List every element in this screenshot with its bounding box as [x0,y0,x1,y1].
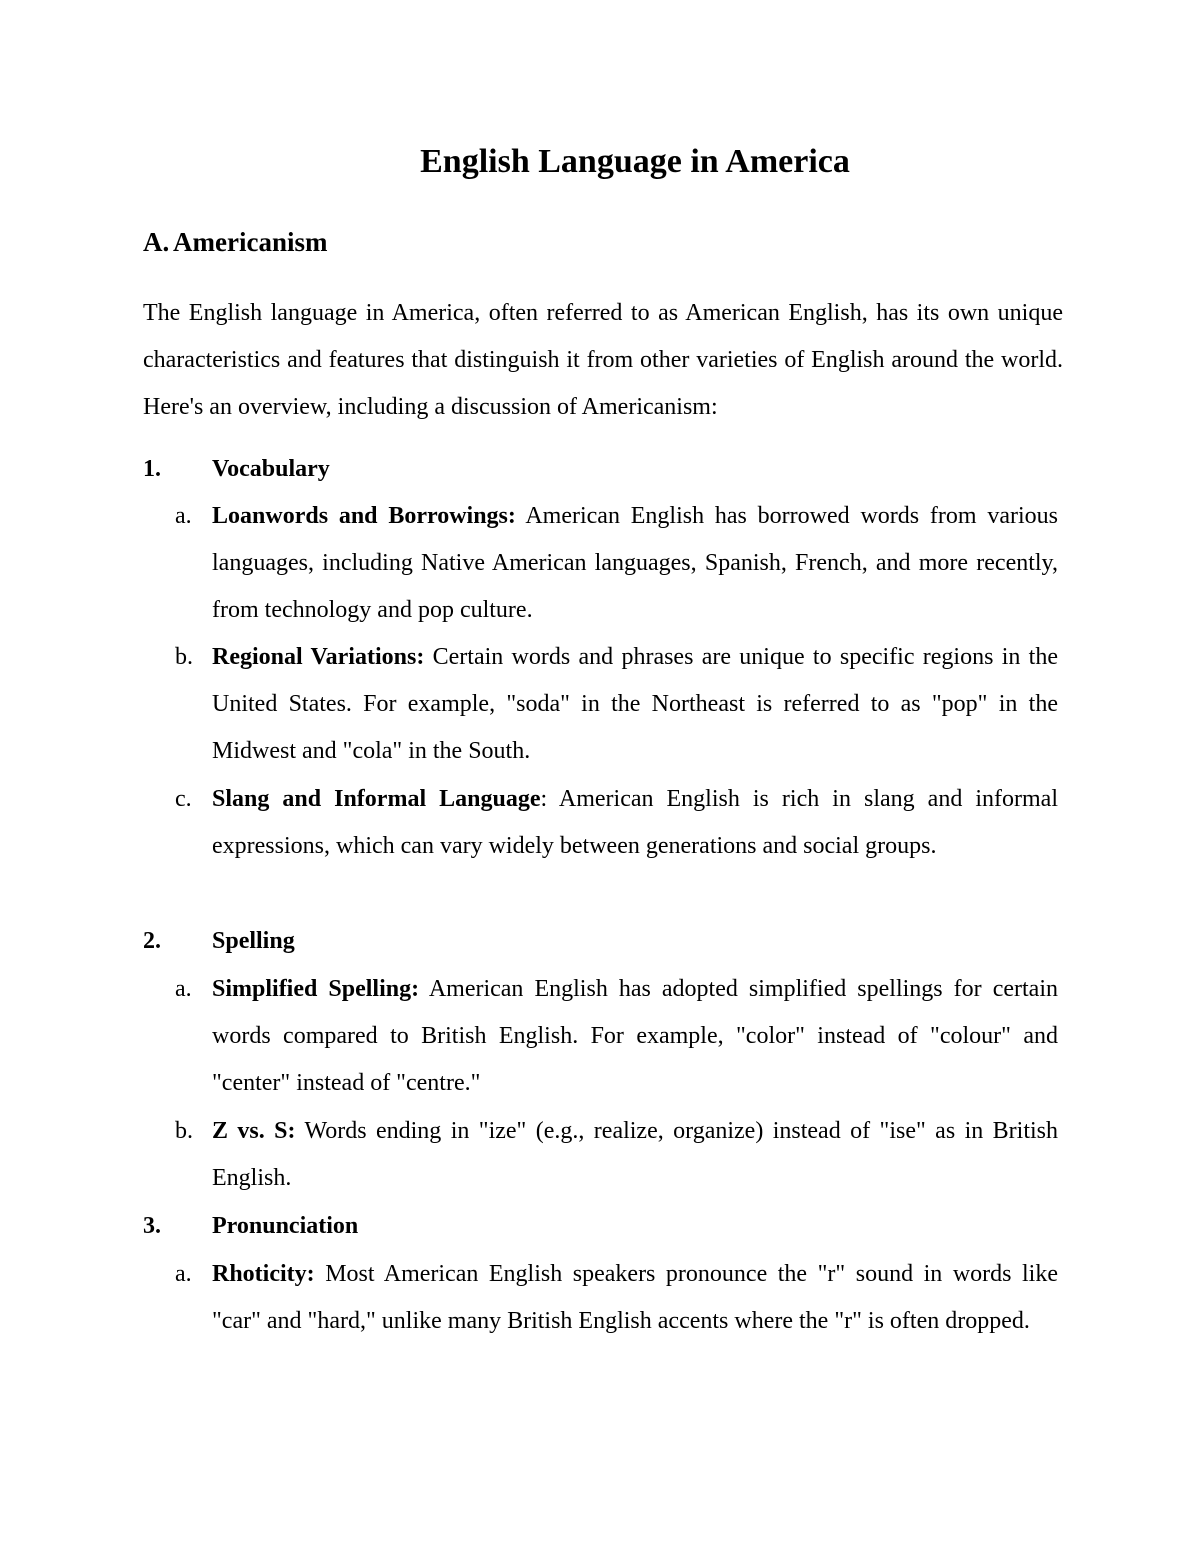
sub-item-text [212,966,1058,1107]
sub-item-term: Regional Variations: [212,644,425,670]
sub-item-marker: a. [175,976,192,1002]
sub-item-body: American English has adopted simplified spellings for certain words compared to British English. For example, "color" instead of "colour" and "center" instead of "centre." [212,976,1058,1096]
sub-item-body: Most American English speakers pronounce the "r" sound in words like "car" and "hard," unlike many British English accents where the "r" is often dropped. [212,1261,1058,1334]
sub-item-marker: c. [175,786,192,812]
item-number: 1. [143,456,161,482]
section-title: Americanism [173,227,328,257]
sub-item-term: Loanwords and Borrowings: [212,503,516,529]
item-number: 2. [143,928,161,954]
sub-item-text [212,1108,1058,1202]
sub-item-text [212,776,1058,870]
sub-item-marker: b. [175,644,193,670]
item-heading: Vocabulary [212,456,330,482]
item-number: 3. [143,1213,161,1239]
sub-item-text [212,493,1058,634]
section-heading [143,222,327,262]
sub-item-body: Certain words and phrases are unique to specific regions in the United States. For example, "soda" in the Northeast is referred to as "pop" in the Midwest and "cola" in the South. [212,644,1059,764]
sub-item-term: Simplified Spelling: [212,976,420,1002]
sub-item-term: Z vs. S: [212,1118,296,1144]
sub-item-term: Rhoticity: [212,1261,315,1287]
sub-item-text [212,634,1058,775]
sub-item-term: Slang and Informal Language [212,786,541,812]
sub-item-marker: a. [175,503,192,529]
intro-paragraph: The English language in America, often referred to as American English, has its own unique characteristics and features that distinguish it from other varieties of English around the world. Here's an overview, including a discussion of Americanism: [143,300,1063,420]
document-title: English Language in America [420,143,850,180]
sub-item-text [212,1251,1058,1345]
sub-item-marker: b. [175,1118,193,1144]
item-heading: Spelling [212,928,295,954]
sub-item-body: American English has borrowed words from various languages, including Native American languages, Spanish, French, and more recently, from technology and pop culture. [212,503,1058,623]
item-heading: Pronunciation [212,1213,359,1239]
sub-item-body: Words ending in "ize" (e.g., realize, organize) instead of "ise" as in British English. [212,1118,1059,1191]
section-letter: A. [143,227,170,257]
sub-item-marker: a. [175,1261,192,1287]
sub-item-body: : American English is rich in slang and informal expressions, which can vary widely between generations and social groups. [212,786,1058,859]
